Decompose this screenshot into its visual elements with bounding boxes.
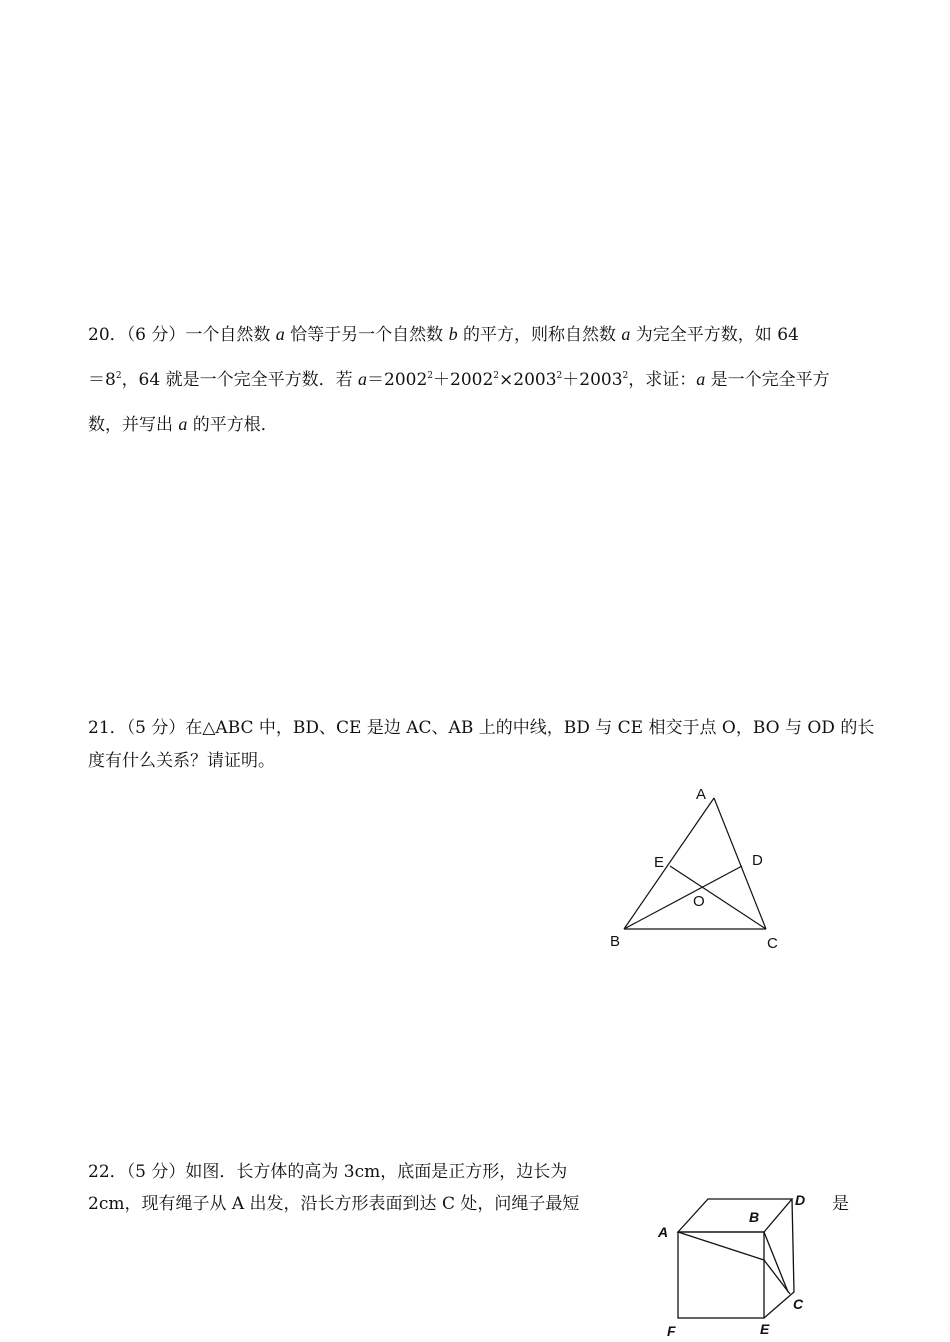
- label-o: O: [693, 893, 705, 910]
- top-face: [678, 1199, 792, 1232]
- q20-text: 的平方根．: [187, 415, 278, 435]
- q20-score: （6 分）: [126, 325, 186, 345]
- var-b: b: [448, 324, 458, 344]
- q21-line-2: 度有什么关系？请证明。: [88, 751, 275, 771]
- right-face-edges: [764, 1199, 794, 1318]
- label-f: F: [667, 1323, 676, 1339]
- triangle-figure: [600, 780, 800, 960]
- label-d: D: [752, 852, 763, 869]
- front-face: [678, 1232, 764, 1318]
- var-a: a: [621, 324, 631, 344]
- q20-text: 的平方，则称自然数: [457, 325, 622, 345]
- q22-line-2: 2cm，现有绳子从 A 出发，沿长方形表面到达 C 处，问绳子最短: [88, 1194, 580, 1214]
- rope-path-c: [764, 1232, 788, 1292]
- label-a: A: [658, 1224, 669, 1240]
- q20-line-2: [88, 367, 830, 392]
- label-c: C: [793, 1296, 804, 1312]
- q20-text: 是一个完全平方: [705, 370, 830, 390]
- var-a: a: [696, 369, 706, 389]
- label-b: B: [749, 1209, 760, 1225]
- label-d: D: [795, 1192, 806, 1208]
- label-e: E: [654, 854, 665, 871]
- var-a: a: [358, 369, 368, 389]
- label-c: C: [767, 935, 778, 952]
- q20-line-3: [88, 412, 278, 437]
- exponent: 2: [427, 371, 434, 381]
- q20-text: ×2003: [499, 370, 557, 390]
- q20-text: 一个自然数: [185, 325, 276, 345]
- exponent: 2: [556, 371, 563, 381]
- q20-text: ＝2002: [367, 370, 428, 390]
- label-a: A: [696, 786, 707, 803]
- exponent: 2: [115, 371, 122, 381]
- q20-text: 恰等于另一个自然数: [284, 325, 449, 345]
- q20-line-1: [88, 322, 799, 347]
- q20-text: ＋2003: [562, 370, 623, 390]
- label-e: E: [760, 1321, 770, 1337]
- q20-text: ＝8: [88, 370, 116, 390]
- label-b: B: [610, 933, 621, 950]
- q20-text: 数，并写出: [88, 415, 179, 435]
- rope-path-a: [678, 1232, 764, 1260]
- q20-text: ，求证：: [628, 370, 697, 390]
- var-a: a: [178, 414, 188, 434]
- median-bd: [624, 866, 742, 929]
- q20-number: 20．: [88, 325, 127, 345]
- var-a: a: [275, 324, 285, 344]
- cuboid-figure: [650, 1185, 820, 1342]
- exponent: 2: [622, 371, 629, 381]
- q21-line-1: 21．（5 分）在△ABC 中，BD、CE 是边 AC、AB 上的中线，BD 与 CE 相交于点 O，BO 与 OD 的长: [88, 718, 875, 738]
- q20-text: ，64 就是一个完全平方数．若: [121, 370, 359, 390]
- q22-line-1: 22．（5 分）如图．长方体的高为 3cm，底面是正方形，边长为: [88, 1162, 568, 1182]
- q20-text: ＋2002: [433, 370, 494, 390]
- q20-text: 为完全平方数，如 64: [630, 325, 799, 345]
- exponent: 2: [493, 371, 500, 381]
- median-ce: [670, 866, 766, 929]
- q22-trailing-text: 是: [832, 1194, 849, 1214]
